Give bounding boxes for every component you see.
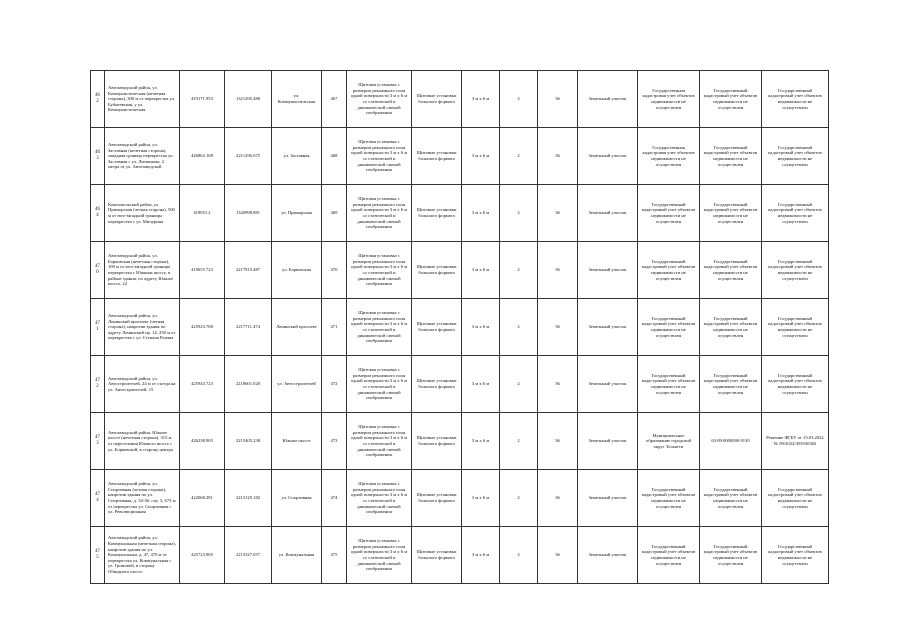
- location-cell: ул. Автостроителей: [272, 356, 322, 413]
- coord-x-cell: 425923.768: [180, 299, 225, 356]
- land-owner-cell: Государственный кадастровый учет объектов недвижимости не осуществлен: [638, 242, 700, 299]
- land-type-cell: Земельный участок: [578, 299, 638, 356]
- structure-number-cell: 474: [322, 470, 347, 527]
- size-cell: 3 м x 6 м: [462, 413, 500, 470]
- address-cell: Автозаводский район, Южное шоссе (нечетная сторона), 315 м от пересечения Южного шоссе с ул. Борковской, в сторону центра: [105, 413, 180, 470]
- area-cell: 36: [538, 413, 578, 470]
- address-cell: Автозаводский район, ул. Коммунальная (нечетная сторона), напротив здания по ул. Коммунальная, д. 47, 470 м от перекрестка ул. Коммунальная с ул. Громовой, в сторону Обводного шоссе: [105, 527, 180, 584]
- table-row: [91, 356, 829, 413]
- land-type-cell: Земельный участок: [578, 71, 638, 128]
- sides-cell: 2: [500, 413, 538, 470]
- address-cell: Автозаводский район, ул. Коммунистическая (нечетная сторона), 300 м от перекрестка ул. Бубнеевская, у ул. Коммунистическая: [105, 71, 180, 128]
- row-number-cell: 464: [91, 185, 105, 242]
- coord-y-cell: 2211296.675: [225, 128, 272, 185]
- structure-type-cell: Щитовая установка с размером рекламного поля одной поверхности 3 м x 6 м со статической и динамической сменой изображения: [347, 185, 412, 242]
- format-cell: Щитовые установки большого формата: [412, 242, 462, 299]
- location-cell: Южное шоссе: [272, 413, 322, 470]
- sides-cell: 2: [500, 128, 538, 185]
- size-cell: 3 м x 6 м: [462, 299, 500, 356]
- area-cell: 36: [538, 356, 578, 413]
- format-cell: Щитовые установки большого формата: [412, 128, 462, 185]
- table-row: [91, 185, 829, 242]
- location-cell: ул. Коммунальная: [272, 527, 322, 584]
- table-row: [91, 413, 829, 470]
- land-type-cell: Земельный участок: [578, 356, 638, 413]
- sides-cell: 2: [500, 470, 538, 527]
- coord-x-cell: 426862.108: [180, 128, 225, 185]
- sides-cell: 2: [500, 356, 538, 413]
- cadastral-number-cell: Государственный кадастровый учет объектов недвижимости не осуществлен: [700, 356, 762, 413]
- structure-number-cell: 475: [322, 527, 347, 584]
- registration-cell: Решение ФГБУ от 15.03.2022 № 99/2022/455030382: [762, 413, 829, 470]
- table-row: [91, 242, 829, 299]
- sides-cell: 2: [500, 185, 538, 242]
- structure-number-cell: 473: [322, 413, 347, 470]
- row-number-cell: 462: [91, 71, 105, 128]
- structure-type-cell: Щитовая установка с размером рекламного поля одной поверхности 3 м x 6 м со статической и динамической сменой изображения: [347, 71, 412, 128]
- address-cell: Автозаводский район, ул. Ленинский проспект (четная сторона), напротив здания по адресу Ленинский пр. 14, 250 м от перекрестка с ул. Степана Разина: [105, 299, 180, 356]
- land-owner-cell: Государственный кадастровый учет объектов недвижимости не осуществлен: [638, 356, 700, 413]
- structure-type-cell: Щитовая установка с размером рекламного поля одной поверхности 3 м x 6 м со статической и динамической сменой изображения: [347, 527, 412, 584]
- coord-y-cell: 1320998.881: [225, 185, 272, 242]
- format-cell: Щитовые установки большого формата: [412, 413, 462, 470]
- registration-cell: Государственный кадастровый учет объектов недвижимости не осуществлен: [762, 185, 829, 242]
- cadastral-number-cell: Государственный кадастровый учет объектов недвижимости не осуществлен: [700, 242, 762, 299]
- table-row: [91, 128, 829, 185]
- area-cell: 36: [538, 470, 578, 527]
- format-cell: Щитовые установки большого формата: [412, 356, 462, 413]
- coord-y-cell: 1321295.486: [225, 71, 272, 128]
- row-number-cell: 463: [91, 128, 105, 185]
- location-cell: ул. Борковская: [272, 242, 322, 299]
- coord-x-cell: 425723.905: [180, 527, 225, 584]
- area-cell: 36: [538, 71, 578, 128]
- registration-cell: Государственный кадастровый учет объектов недвижимости не осуществлен: [762, 242, 829, 299]
- cadastral-number-cell: Государственный кадастровый учет объектов недвижимости не осуществлен: [700, 527, 762, 584]
- area-cell: 36: [538, 299, 578, 356]
- registration-cell: Государственный кадастровый учет объектов недвижимости не осуществлен: [762, 71, 829, 128]
- structure-number-cell: 467: [322, 71, 347, 128]
- table-row: [91, 71, 829, 128]
- structure-type-cell: Щитовая установка с размером рекламного поля одной поверхности 3 м x 6 м со статической и динамической сменой изображения: [347, 299, 412, 356]
- area-cell: 36: [538, 185, 578, 242]
- location-cell: ул. Коммунистическая: [272, 71, 322, 128]
- area-cell: 36: [538, 527, 578, 584]
- land-type-cell: Земельный участок: [578, 128, 638, 185]
- size-cell: 3 м x 6 м: [462, 242, 500, 299]
- registration-cell: Государственный кадастровый учет объектов недвижимости не осуществлен: [762, 527, 829, 584]
- address-cell: Автозаводский район, ул. Спортивная (четная сторона), напротив здания по ул. Спортивная, д. 34-36, стр. 3, 673 м от перекрестка ул. Спортивная с ул. Революционная: [105, 470, 180, 527]
- size-cell: 3 м x 6 м: [462, 356, 500, 413]
- land-owner-cell: Государственный кадастровый учет объектов недвижимости не осуществлен: [638, 185, 700, 242]
- address-cell: Автозаводский район, ул. Борковская (нечетная сторона), 100 м от юго-западной границы перекрестка с Южным шоссе, в районе здания, по адресу Южное шоссе, 22: [105, 242, 180, 299]
- table-row: [91, 299, 829, 356]
- cadastral-number-cell: Государственный кадастровый учет объектов недвижимости не осуществлен: [700, 299, 762, 356]
- registration-cell: Государственный кадастровый учет объектов недвижимости не осуществлен: [762, 470, 829, 527]
- land-owner-cell: Государственная кадастровая учет объектов недвижимости не осуществлен: [638, 71, 700, 128]
- coord-y-cell: 2215405.238: [225, 413, 272, 470]
- register-table: [90, 70, 829, 584]
- location-cell: Ленинский проспект: [272, 299, 322, 356]
- table-row: [91, 470, 829, 527]
- row-number-cell: 470: [91, 242, 105, 299]
- land-type-cell: Земельный участок: [578, 242, 638, 299]
- land-owner-cell: Государственный кадастровый учет объектов недвижимости не осуществлен: [638, 527, 700, 584]
- registration-cell: Государственный кадастровый учет объектов недвижимости не осуществлен: [762, 128, 829, 185]
- coord-x-cell: 418951.2: [180, 185, 225, 242]
- cadastral-number-cell: 63:09:0000000:9130: [700, 413, 762, 470]
- location-cell: ул. Приморская: [272, 185, 322, 242]
- coord-y-cell: 2213129.182: [225, 470, 272, 527]
- address-cell: Автозаводский район, ул. Заставная (нечетная сторона), западная граница перекрестка ул. Заставная с ул. Литвинова, 2 метра от ул. Автозаводской: [105, 128, 180, 185]
- structure-type-cell: Щитовая установка с размером рекламного поля одной поверхности 3 м x 6 м со статической и динамической сменой изображения: [347, 128, 412, 185]
- structure-number-cell: 470: [322, 242, 347, 299]
- area-cell: 36: [538, 242, 578, 299]
- table-body: [91, 71, 829, 584]
- coord-x-cell: 422068.281: [180, 470, 225, 527]
- structure-type-cell: Щитовая установка с размером рекламного поля одной поверхности 3 м x 6 м со статической и динамической сменой изображения: [347, 242, 412, 299]
- structure-number-cell: 468: [322, 128, 347, 185]
- sides-cell: 2: [500, 299, 538, 356]
- land-owner-cell: Государственный кадастровый учет объектов недвижимости не осуществлен: [638, 299, 700, 356]
- sides-cell: 2: [500, 242, 538, 299]
- land-type-cell: Земельный участок: [578, 470, 638, 527]
- land-type-cell: Земельный участок: [578, 185, 638, 242]
- area-cell: 36: [538, 128, 578, 185]
- sides-cell: 2: [500, 71, 538, 128]
- land-owner-cell: Государственная кадастровая учет объектов недвижимости не осуществлен: [638, 128, 700, 185]
- size-cell: 3 м x 6 м: [462, 527, 500, 584]
- structure-type-cell: Щитовая установка с размером рекламного поля одной поверхности 3 м x 6 м со статической и динамической сменой изображения: [347, 413, 412, 470]
- coord-y-cell: 2215527.057: [225, 527, 272, 584]
- location-cell: ул. Заставная: [272, 128, 322, 185]
- format-cell: Щитовые установки большого формата: [412, 470, 462, 527]
- format-cell: Щитовые установки большого формата: [412, 527, 462, 584]
- format-cell: Щитовые установки большого формата: [412, 299, 462, 356]
- format-cell: Щитовые установки большого формата: [412, 71, 462, 128]
- cadastral-number-cell: Государственный кадастровый учет объектов недвижимости не осуществлен: [700, 185, 762, 242]
- address-cell: Комсомольский район, ул. Приморская (четная сторона), 500 м от юго-западной границы перекрестка с ул. Мичурина: [105, 185, 180, 242]
- location-cell: ул. Спортивная: [272, 470, 322, 527]
- row-number-cell: 471: [91, 299, 105, 356]
- cadastral-number-cell: Государственный кадастровый учет объектов недвижимости не осуществлен: [700, 71, 762, 128]
- land-type-cell: Земельный участок: [578, 527, 638, 584]
- cadastral-number-cell: Государственный кадастровый учет объектов недвижимости не осуществлен: [700, 470, 762, 527]
- structure-number-cell: 472: [322, 356, 347, 413]
- coord-x-cell: 426238.905: [180, 413, 225, 470]
- row-number-cell: 475: [91, 527, 105, 584]
- registration-cell: Государственный кадастровый учет объектов недвижимости не осуществлен: [762, 356, 829, 413]
- structure-number-cell: 471: [322, 299, 347, 356]
- land-owner-cell: Муниципальное образование городской округ Тольятти: [638, 413, 700, 470]
- structure-type-cell: Щитовая установка с размером рекламного поля одной поверхности 3 м x 6 м со статической и динамической сменой изображения: [347, 470, 412, 527]
- coord-y-cell: 2217711.474: [225, 299, 272, 356]
- structure-type-cell: Щитовая установка с размером рекламного поля одной поверхности 3 м x 6 м со статической и динамической сменой изображения: [347, 356, 412, 413]
- row-number-cell: 474: [91, 470, 105, 527]
- size-cell: 3 м x 6 м: [462, 185, 500, 242]
- table-row: [91, 527, 829, 584]
- size-cell: 3 м x 6 м: [462, 128, 500, 185]
- sides-cell: 2: [500, 527, 538, 584]
- structure-number-cell: 469: [322, 185, 347, 242]
- land-owner-cell: Государственный кадастровый учет объектов недвижимости не осуществлен: [638, 470, 700, 527]
- land-type-cell: Земельный участок: [578, 413, 638, 470]
- size-cell: 3 м x 6 м: [462, 470, 500, 527]
- registration-cell: Государственный кадастровый учет объектов недвижимости не осуществлен: [762, 299, 829, 356]
- format-cell: Щитовые установки большого формата: [412, 185, 462, 242]
- coord-x-cell: 425943.723: [180, 356, 225, 413]
- cadastral-number-cell: Государственный кадастровый учет объектов недвижимости не осуществлен: [700, 128, 762, 185]
- row-number-cell: 473: [91, 413, 105, 470]
- coord-x-cell: 419171.953: [180, 71, 225, 128]
- coord-x-cell: 419655.723: [180, 242, 225, 299]
- coord-y-cell: 2217915.487: [225, 242, 272, 299]
- size-cell: 3 м x 6 м: [462, 71, 500, 128]
- address-cell: Автозаводский район, ул. Автостроителей, 24 м от съезда на ул. Автостроителей, 15: [105, 356, 180, 413]
- coord-y-cell: 2218601.020: [225, 356, 272, 413]
- row-number-cell: 472: [91, 356, 105, 413]
